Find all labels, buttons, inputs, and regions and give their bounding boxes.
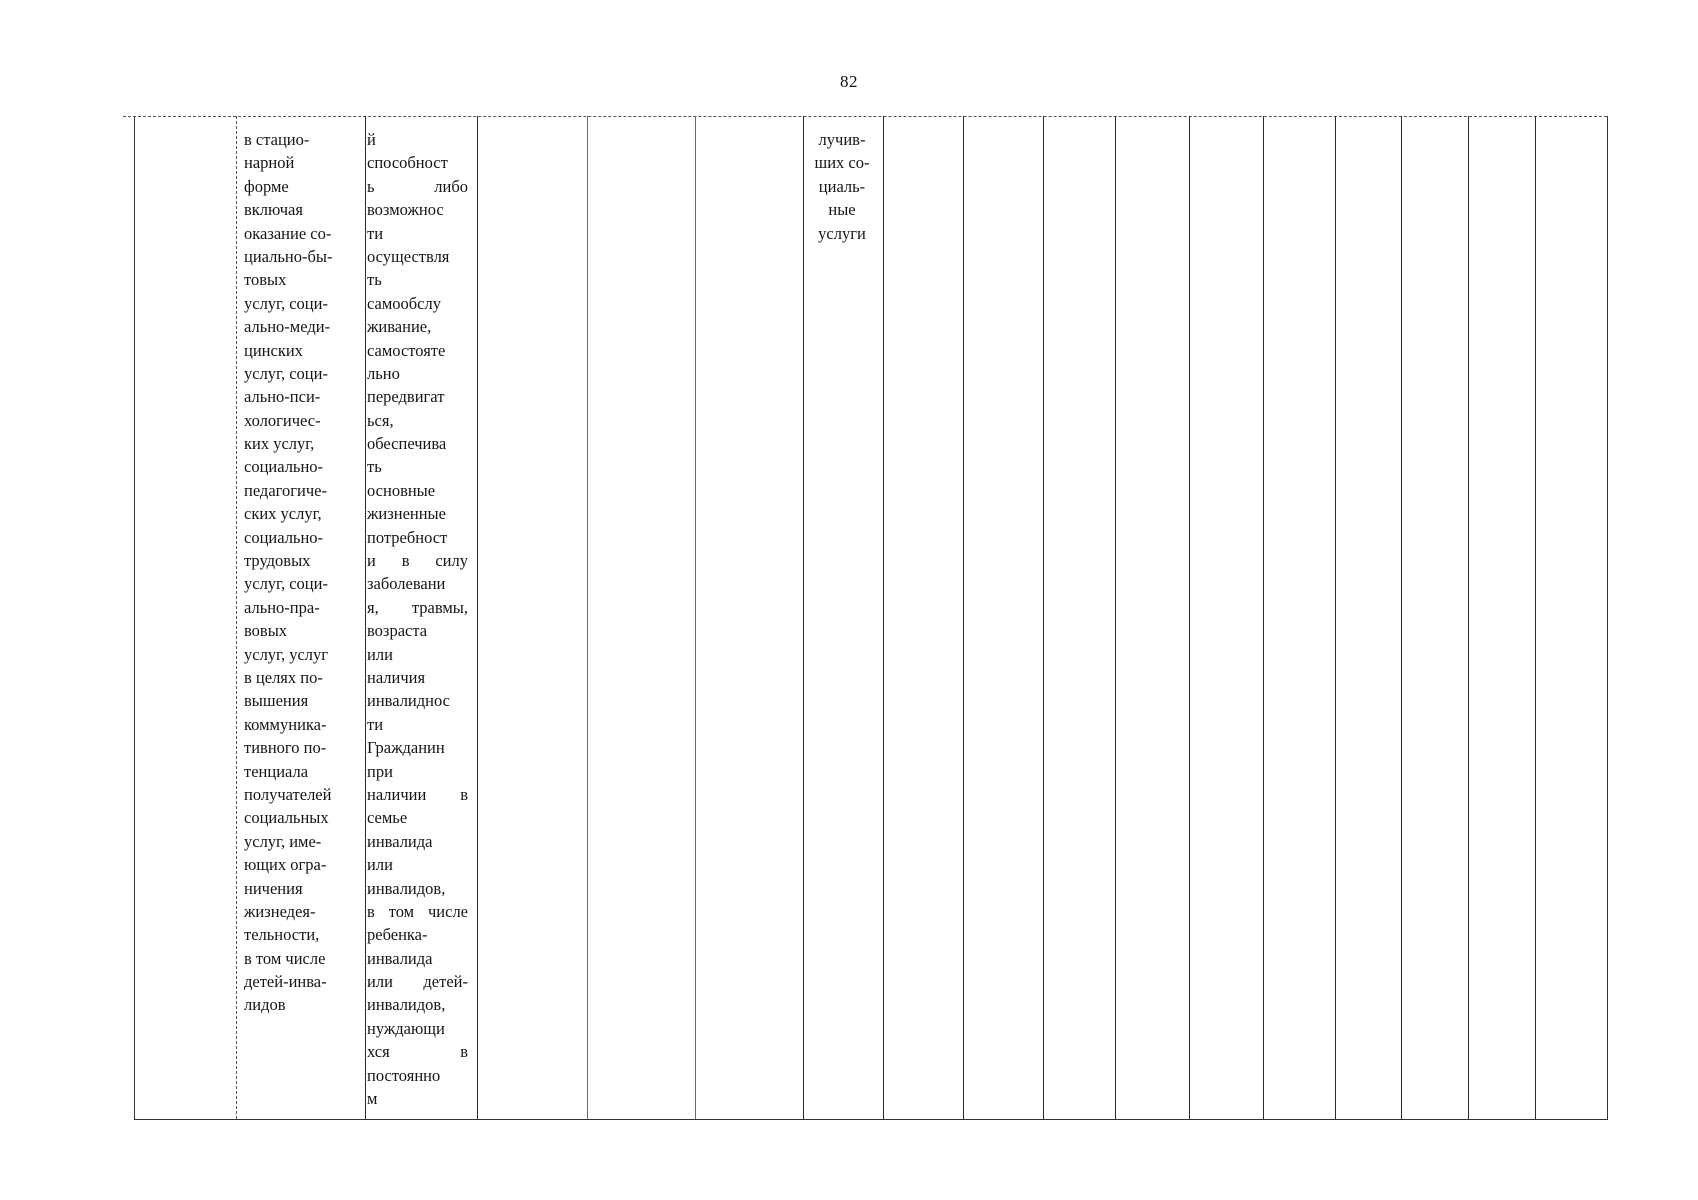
cell-line: ничения <box>244 878 303 898</box>
column-divider <box>477 116 478 1119</box>
cell-line: услуг, соци- <box>244 293 328 313</box>
cell-line: тивного по- <box>244 738 327 758</box>
cell-line: коммуника- <box>244 714 327 734</box>
cell-line: осуществля <box>367 246 450 266</box>
cell-line: лидов <box>244 995 286 1015</box>
cell-line: услуг, соци- <box>244 363 328 383</box>
column-divider <box>1263 116 1264 1119</box>
cell-recipients-note <box>804 128 880 245</box>
cell-line: жизненные <box>367 504 446 524</box>
column-divider <box>803 116 804 1119</box>
cell-line: инвалидов, <box>367 995 446 1015</box>
cell-line: ть <box>367 270 382 290</box>
cell-line: в том числе <box>244 948 326 968</box>
cell-line: постоянно <box>367 1065 441 1085</box>
column-divider <box>1335 116 1336 1119</box>
cell-line: педагогиче- <box>244 480 327 500</box>
column-divider <box>963 116 964 1119</box>
cell-line: ально-пси- <box>244 387 321 407</box>
column-divider <box>695 116 696 1119</box>
cell-line: услуги <box>818 223 866 243</box>
cell-line: семье <box>367 808 408 828</box>
cell-line: жизнедея- <box>244 901 316 921</box>
cell-line: льно <box>367 363 400 383</box>
cell-line: инвалида <box>367 948 433 968</box>
cell-line: живание, <box>367 317 432 337</box>
cell-line: наличия <box>367 667 426 687</box>
cell-line: ших со- <box>814 153 870 173</box>
cell-line: и в силу <box>367 551 468 571</box>
cell-line: социальных <box>244 808 329 828</box>
cell-line: нуждающи <box>367 1018 445 1038</box>
cell-line: ься, <box>367 410 394 430</box>
cell-line: социально- <box>244 457 324 477</box>
table-top-rule <box>123 116 1607 117</box>
cell-line: социально- <box>244 527 324 547</box>
cell-line: товых <box>244 270 287 290</box>
cell-line: способност <box>367 153 448 173</box>
cell-line: инвалидов, <box>367 878 446 898</box>
cell-line: вовых <box>244 621 288 641</box>
cell-line: в том числе <box>367 901 468 921</box>
cell-service-description <box>244 128 358 1017</box>
cell-line: инвалида <box>367 831 433 851</box>
cell-line: тенциала <box>244 761 309 781</box>
column-divider <box>1115 116 1116 1119</box>
cell-line: я, травмы, <box>367 597 468 617</box>
cell-line: получателей <box>244 784 332 804</box>
cell-line: услуг, услуг <box>244 644 329 664</box>
cell-line: оказание со- <box>244 223 332 243</box>
cell-line: циально-бы- <box>244 246 333 266</box>
cell-line: цинских <box>244 340 303 360</box>
cell-line: наличии в <box>367 784 468 804</box>
cell-line: ребенка- <box>367 925 428 945</box>
cell-line: ально-пра- <box>244 597 320 617</box>
column-divider <box>883 116 884 1119</box>
cell-line: ских услуг, <box>244 504 322 524</box>
cell-line: Гражданин <box>367 738 445 758</box>
cell-line: при <box>367 761 393 781</box>
cell-line: тельности, <box>244 925 320 945</box>
cell-line: основные <box>367 480 436 500</box>
cell-line: или <box>367 644 393 664</box>
cell-line: хологичес- <box>244 410 321 430</box>
cell-line: обеспечива <box>367 434 447 454</box>
cell-line: лучив- <box>818 130 866 149</box>
cell-line: й <box>367 130 376 149</box>
cell-line: форме <box>244 176 289 196</box>
cell-line: трудовых <box>244 551 311 571</box>
cell-line: вышения <box>244 691 309 711</box>
cell-line: ные <box>828 200 856 220</box>
cell-line: ти <box>367 223 384 243</box>
column-divider <box>1535 116 1536 1119</box>
page-number: 82 <box>840 72 858 91</box>
cell-line: инвалиднос <box>367 691 450 711</box>
column-divider <box>236 116 237 1119</box>
cell-line: хся в <box>367 1042 468 1062</box>
column-divider <box>1189 116 1190 1119</box>
column-divider <box>1043 116 1044 1119</box>
column-divider <box>1401 116 1402 1119</box>
cell-line: ть <box>367 457 382 477</box>
cell-line: самостояте <box>367 340 446 360</box>
cell-line: детей-инва- <box>244 972 327 992</box>
cell-line: ь либо <box>367 176 468 196</box>
cell-line: включая <box>244 200 303 220</box>
cell-line: или <box>367 855 393 875</box>
cell-line: ющих огра- <box>244 855 327 875</box>
cell-line: ких услуг, <box>244 434 315 454</box>
cell-line: или детей- <box>367 972 468 992</box>
cell-line: ти <box>367 714 384 734</box>
cell-line: услуг, соци- <box>244 574 328 594</box>
cell-line: самообслу <box>367 293 441 313</box>
column-divider <box>365 116 366 1119</box>
cell-line: возможнос <box>367 200 444 220</box>
cell-line: в целях по- <box>244 667 323 687</box>
column-divider <box>1468 116 1469 1119</box>
cell-recipient-category <box>367 128 468 1110</box>
cell-line: ально-меди- <box>244 317 331 337</box>
cell-line: передвигат <box>367 387 445 407</box>
cell-line: нарной <box>244 153 295 173</box>
cell-line: циаль- <box>818 176 866 196</box>
cell-line: м <box>367 1089 378 1109</box>
cell-line: заболевани <box>367 574 446 594</box>
column-divider <box>587 116 588 1119</box>
cell-line: в стацио- <box>244 130 310 149</box>
cell-line: услуг, име- <box>244 831 322 851</box>
cell-line: возраста <box>367 621 428 641</box>
cell-line: потребност <box>367 527 448 547</box>
